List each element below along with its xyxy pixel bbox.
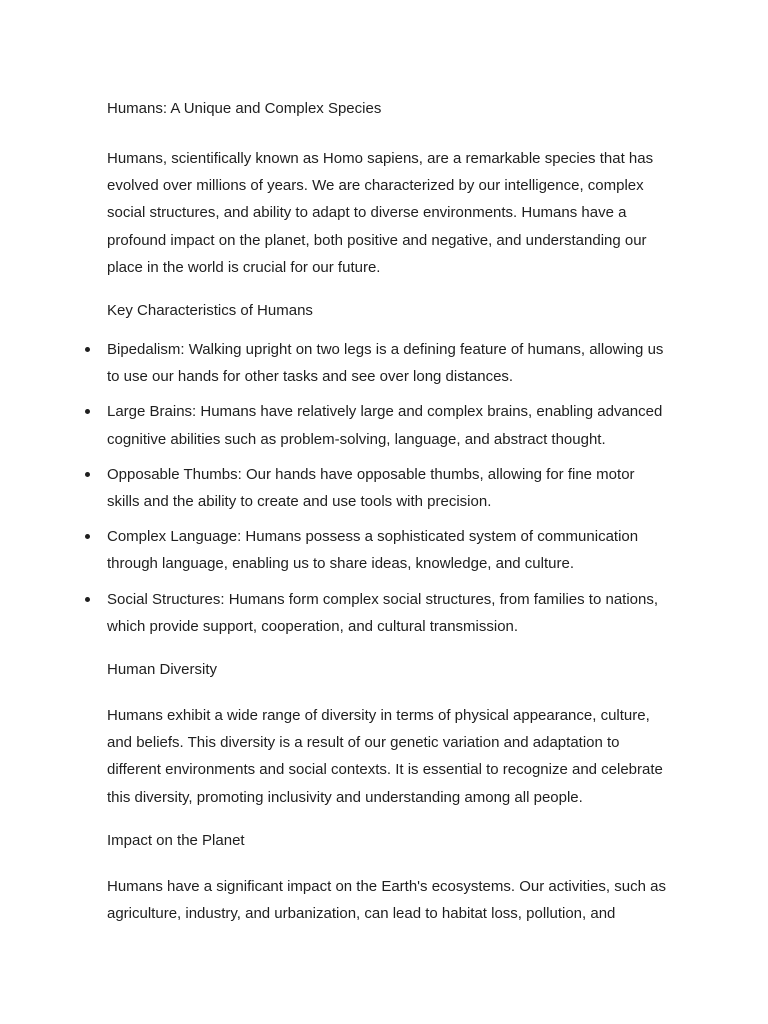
- list-item: [107, 461, 667, 515]
- section-heading-human-diversity: Human Diversity: [107, 661, 218, 679]
- bullet-icon: [85, 409, 90, 414]
- impact-paragraph: Humans have a significant impact on the Earth's ecosystems. Our activities, such as agriculture, industry, and urbanization, can lead to habitat loss, pollution, and: [107, 877, 666, 923]
- list-item-text: Opposable Thumbs: Our hands have opposable thumbs, allowing for fine motor skills and the ability to create and use tools with precision.: [107, 465, 635, 511]
- bullet-icon: [85, 347, 90, 352]
- list-item-text: Large Brains: Humans have relatively large and complex brains, enabling advanced cognitive abilities such as problem-solving, language, and abstract thought.: [107, 403, 663, 448]
- list-item: [107, 523, 667, 577]
- characteristics-list: [107, 336, 667, 640]
- bullet-icon: [85, 534, 90, 539]
- section-heading-impact: Impact on the Planet: [107, 831, 245, 849]
- list-item: [107, 398, 667, 452]
- document-page: [107, 99, 667, 927]
- list-item-text: Social Structures: Humans form complex social structures, from families to nations, which provide support, cooperation, and cultural transmission.: [107, 590, 659, 635]
- list-item: [107, 336, 667, 390]
- list-item: [107, 586, 667, 640]
- intro-paragraph: Humans, scientifically known as Homo sapiens, are a remarkable species that has evolved over millions of years. We are characterized by our intelligence, complex social structures, and ability to adapt to diverse environments. Humans have a profound impact on the planet, both positive and negative, and understanding our place in the world is crucial for our future.: [107, 150, 654, 276]
- bullet-icon: [85, 472, 90, 477]
- list-item-text: Complex Language: Humans possess a sophisticated system of communication through language, enabling us to share ideas, knowledge, and culture.: [107, 528, 639, 573]
- section-heading-key-characteristics: Key Characteristics of Humans: [107, 302, 313, 320]
- document-title: Humans: A Unique and Complex Species: [107, 100, 382, 117]
- list-item-text: Bipedalism: Walking upright on two legs is a defining feature of humans, allowing us to use our hands for other tasks and see over long distances.: [107, 341, 664, 386]
- bullet-icon: [85, 597, 90, 602]
- diversity-paragraph: Humans exhibit a wide range of diversity in terms of physical appearance, culture, and beliefs. This diversity is a result of our genetic variation and adaptation to different environments and social contexts. It is essential to recognize and celebrate this diversity, promoting inclusivity and understanding among all people.: [107, 707, 663, 806]
